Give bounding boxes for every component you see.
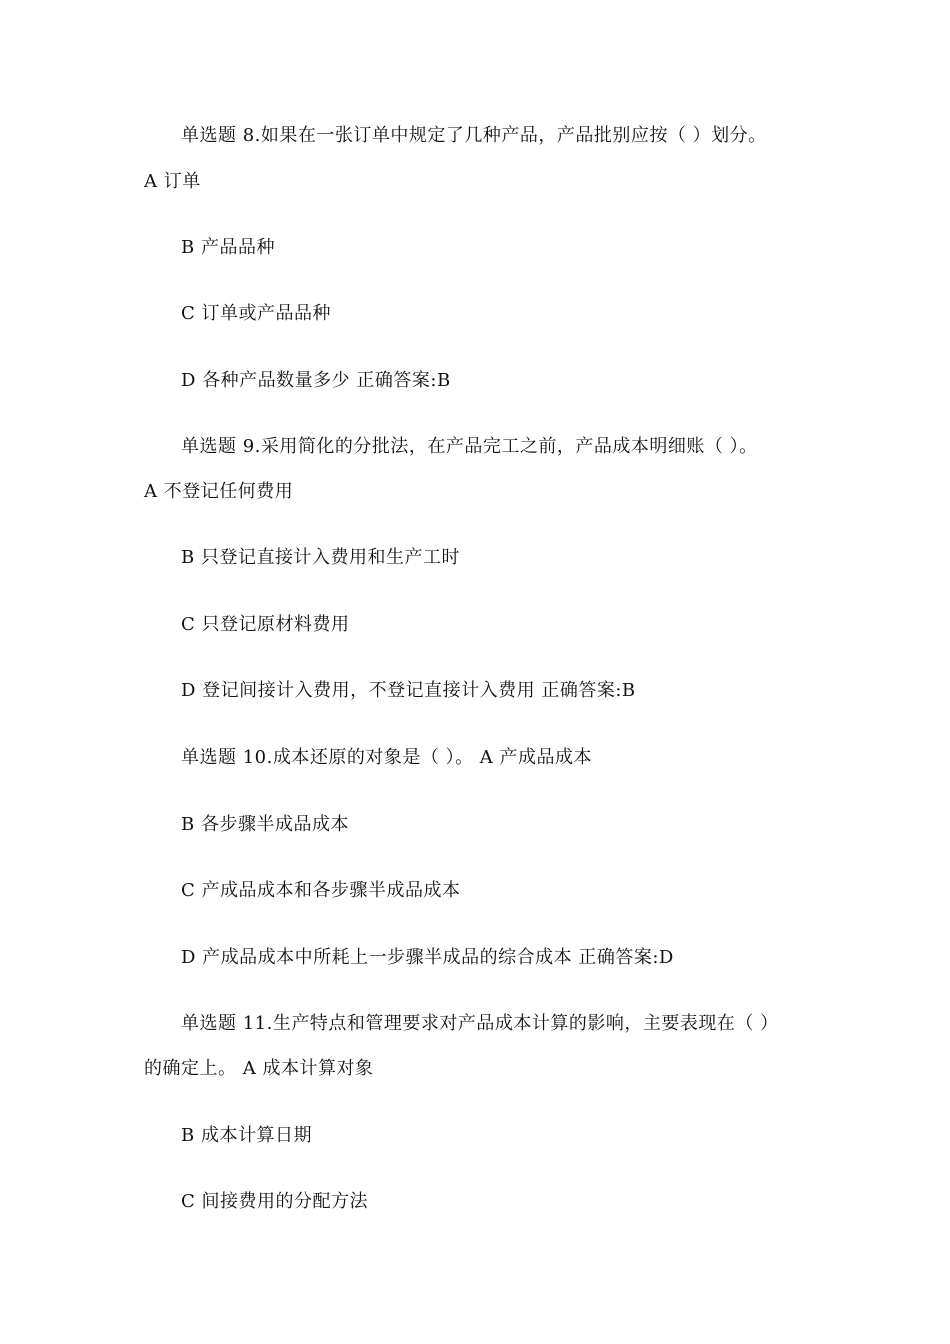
question-8-stem: 单选题 8.如果在一张订单中规定了几种产品，产品批别应按（ ）划分。 <box>181 125 767 146</box>
question-9-option-b: B 只登记直接计入费用和生产工时 <box>181 547 460 568</box>
question-11-stem: 单选题 11.生产特点和管理要求对产品成本计算的影响，主要表现在（ ） <box>181 1013 779 1034</box>
question-8-option-b: B 产品品种 <box>181 237 275 258</box>
question-9-stem: 单选题 9.采用简化的分批法，在产品完工之前，产品成本明细账（ ）。 <box>181 436 758 457</box>
question-9-option-a: A 不登记任何费用 <box>144 481 294 502</box>
question-11-stem-continued: 的确定上。 A 成本计算对象 <box>144 1058 374 1079</box>
question-11-option-b: B 成本计算日期 <box>181 1125 312 1146</box>
question-10-option-b: B 各步骤半成品成本 <box>181 814 349 835</box>
question-9-option-d: D 登记间接计入费用，不登记直接计入费用 正确答案:B <box>181 680 636 701</box>
question-10-option-c: C 产成品成本和各步骤半成品成本 <box>181 880 461 901</box>
question-10-option-d: D 产成品成本中所耗上一步骤半成品的综合成本 正确答案:D <box>181 947 674 968</box>
question-8-option-c: C 订单或产品品种 <box>181 303 331 324</box>
question-9-option-c: C 只登记原材料费用 <box>181 614 350 635</box>
question-8-option-a: A 订单 <box>144 171 201 192</box>
question-11-option-c: C 间接费用的分配方法 <box>181 1191 368 1212</box>
question-10-stem: 单选题 10.成本还原的对象是（ ）。 A 产成品成本 <box>181 747 593 768</box>
question-8-option-d: D 各种产品数量多少 正确答案:B <box>181 370 451 391</box>
